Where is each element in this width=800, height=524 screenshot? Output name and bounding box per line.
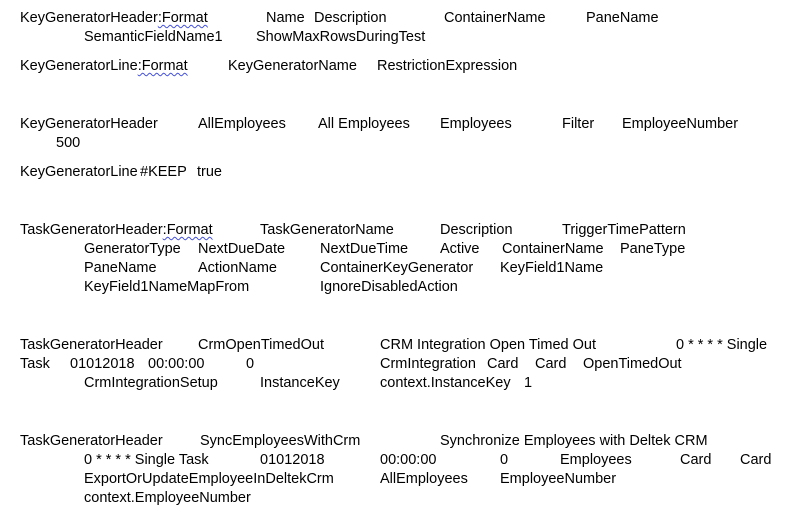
text-segment: context.EmployeeNumber	[84, 490, 251, 506]
text-segment: PaneName	[586, 10, 659, 26]
text-segment: CRM Integration Open Timed Out	[380, 337, 596, 353]
text-segment: Description	[314, 10, 387, 26]
text-segment: 0	[500, 452, 509, 468]
text-segment: 01012018	[260, 452, 325, 468]
text-segment: CrmIntegration	[380, 356, 476, 372]
text-segment: true	[197, 164, 222, 180]
text-segment: AllEmployees	[198, 116, 286, 132]
text-line	[0, 471, 800, 490]
text-part: KeyGeneratorHeader	[20, 10, 158, 26]
text-segment: SemanticFieldName1	[84, 29, 223, 45]
text-segment: GeneratorType	[84, 241, 181, 257]
text-segment: PaneName	[84, 260, 157, 276]
text-segment: ContainerName	[444, 10, 546, 26]
text-segment: 0	[246, 356, 255, 372]
text-segment: EmployeeNumber	[500, 471, 617, 487]
text-line	[0, 279, 800, 298]
text-line	[0, 452, 800, 471]
text-segment: KeyGeneratorName	[228, 58, 357, 74]
text-segment: RestrictionExpression	[377, 58, 518, 74]
text-segment: 500	[56, 135, 81, 151]
text-segment: KeyField1NameMapFrom	[84, 279, 250, 295]
text-segment: #KEEP	[140, 164, 187, 180]
text-line	[0, 29, 800, 48]
text-segment: NextDueTime	[320, 241, 409, 257]
text-line	[0, 433, 800, 452]
text-segment: Card	[680, 452, 712, 468]
text-segment: Filter	[562, 116, 595, 132]
text-segment: Active	[440, 241, 480, 257]
text-segment: EmployeeNumber	[622, 116, 739, 132]
text-segment: Card	[740, 452, 772, 468]
text-segment: 0 * * * * Single	[676, 337, 768, 353]
text-segment: context.InstanceKey	[380, 375, 511, 391]
text-line	[0, 490, 800, 509]
text-segment: PaneType	[620, 241, 686, 257]
text-segment: Card	[487, 356, 519, 372]
text-line	[0, 375, 800, 394]
text-segment: Employees	[560, 452, 632, 468]
text-line	[0, 58, 800, 77]
text-segment: 00:00:00	[380, 452, 437, 468]
text-segment: ContainerKeyGenerator	[320, 260, 474, 276]
text-line	[0, 241, 800, 260]
text-part: TaskGeneratorHeader	[20, 222, 163, 238]
text-line	[0, 260, 800, 279]
text-segment: NextDueDate	[198, 241, 286, 257]
text-line	[0, 135, 800, 154]
text-segment: KeyGeneratorLine	[20, 164, 138, 180]
text-segment: KeyField1Name	[500, 260, 604, 276]
text-segment: ActionName	[198, 260, 277, 276]
text-line	[0, 116, 800, 135]
text-segment: 00:00:00	[148, 356, 205, 372]
text-line	[0, 222, 800, 241]
text-segment	[20, 10, 208, 26]
text-segment: 1	[524, 375, 533, 391]
misspelled-word-squiggle: :Format	[162, 222, 213, 238]
text-line	[0, 356, 800, 375]
text-segment: ContainerName	[502, 241, 604, 257]
text-segment: KeyGeneratorHeader	[20, 116, 158, 132]
text-segment	[20, 222, 213, 238]
misspelled-word-squiggle: :Format	[157, 10, 208, 26]
text-line	[0, 164, 800, 183]
text-segment: SyncEmployeesWithCrm	[200, 433, 361, 449]
text-segment: AllEmployees	[380, 471, 468, 487]
text-segment: TaskGeneratorHeader	[20, 337, 163, 353]
text-segment: Name	[266, 10, 305, 26]
text-segment: 0 * * * * Single Task	[84, 452, 209, 468]
text-segment: ShowMaxRowsDuringTest	[256, 29, 426, 45]
text-segment: OpenTimedOut	[583, 356, 682, 372]
text-line	[0, 337, 800, 356]
text-segment: TaskGeneratorName	[260, 222, 394, 238]
text-line	[0, 10, 800, 29]
text-segment: CrmOpenTimedOut	[198, 337, 324, 353]
text-segment	[20, 58, 188, 74]
text-part: KeyGeneratorLine	[20, 58, 138, 74]
text-segment: ExportOrUpdateEmployeeInDeltekCrm	[84, 471, 334, 487]
text-segment: TaskGeneratorHeader	[20, 433, 163, 449]
text-segment: TriggerTimePattern	[562, 222, 686, 238]
text-segment: 01012018	[70, 356, 135, 372]
text-segment: IgnoreDisabledAction	[320, 279, 458, 295]
text-segment: All Employees	[318, 116, 410, 132]
text-segment: Card	[535, 356, 567, 372]
text-segment: Task	[20, 356, 50, 372]
text-segment: Description	[440, 222, 513, 238]
text-segment: Employees	[440, 116, 512, 132]
text-segment: InstanceKey	[260, 375, 340, 391]
text-segment: CrmIntegrationSetup	[84, 375, 218, 391]
text-segment: Synchronize Employees with Deltek CRM	[440, 433, 708, 449]
misspelled-word-squiggle: :Format	[137, 58, 188, 74]
